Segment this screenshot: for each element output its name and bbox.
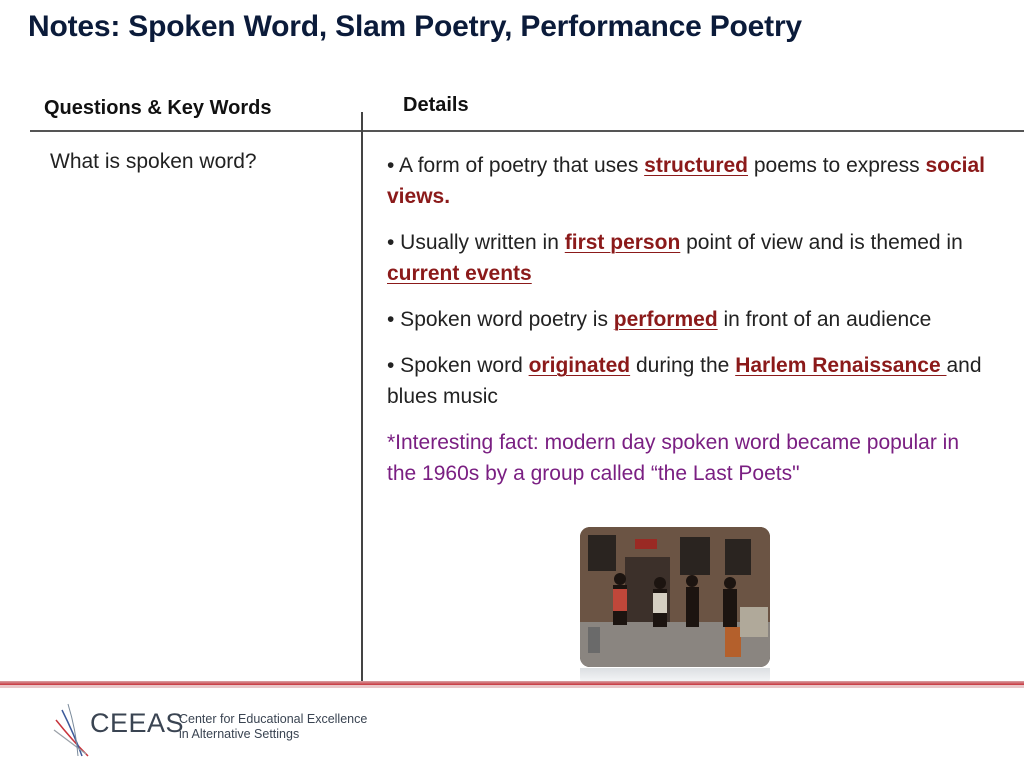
header-divider: [30, 130, 1024, 132]
keyword-social-views: social views.: [387, 154, 985, 208]
logo-line-1: Center for Educational Excellence: [179, 712, 368, 726]
detail-text: in front of an audience: [717, 308, 932, 331]
detail-bullet-4: [387, 350, 987, 412]
detail-text: • A form of poetry that uses: [387, 154, 645, 177]
logo-name: CEEAS: [90, 708, 185, 738]
detail-text: • Usually written in: [387, 231, 565, 254]
detail-text: and blues music: [387, 354, 982, 408]
detail-text: • Spoken word poetry is: [387, 308, 614, 331]
keyword-harlem-renaissance: Harlem Renaissance: [735, 354, 947, 377]
detail-text: • Spoken word: [387, 354, 529, 377]
photo-image: [580, 527, 770, 667]
keyword-first-person: first person: [564, 231, 681, 254]
detail-bullet-1: [387, 150, 987, 212]
interesting-fact: *Interesting fact: modern day spoken word became popular in the 1960s by a group called “the Last Poets": [387, 431, 959, 485]
detail-text: point of view and is themed in: [680, 231, 963, 254]
column-divider: [361, 112, 363, 684]
details-list: [387, 150, 987, 504]
logo-subtitle: [179, 712, 367, 742]
last-poets-photo: [580, 527, 770, 667]
questions-header: Questions & Key Words: [44, 97, 272, 119]
details-header: Details: [403, 94, 469, 116]
logo-line-2: in Alternative Settings: [179, 727, 300, 741]
keyword-performed: performed: [613, 308, 718, 331]
keyword-structured: structured: [644, 154, 749, 177]
question-text: What is spoken word?: [50, 150, 257, 173]
slide-title: Notes: Spoken Word, Slam Poetry, Performance Poetry: [28, 10, 802, 43]
detail-bullet-3: [387, 304, 987, 335]
footer-pink-bar: [0, 685, 1024, 688]
detail-text: during the: [630, 354, 736, 377]
detail-text: poems to express: [748, 154, 926, 177]
keyword-originated: originated: [528, 354, 631, 377]
detail-bullet-2: [387, 227, 987, 289]
keyword-current-events: current events: [387, 262, 532, 285]
